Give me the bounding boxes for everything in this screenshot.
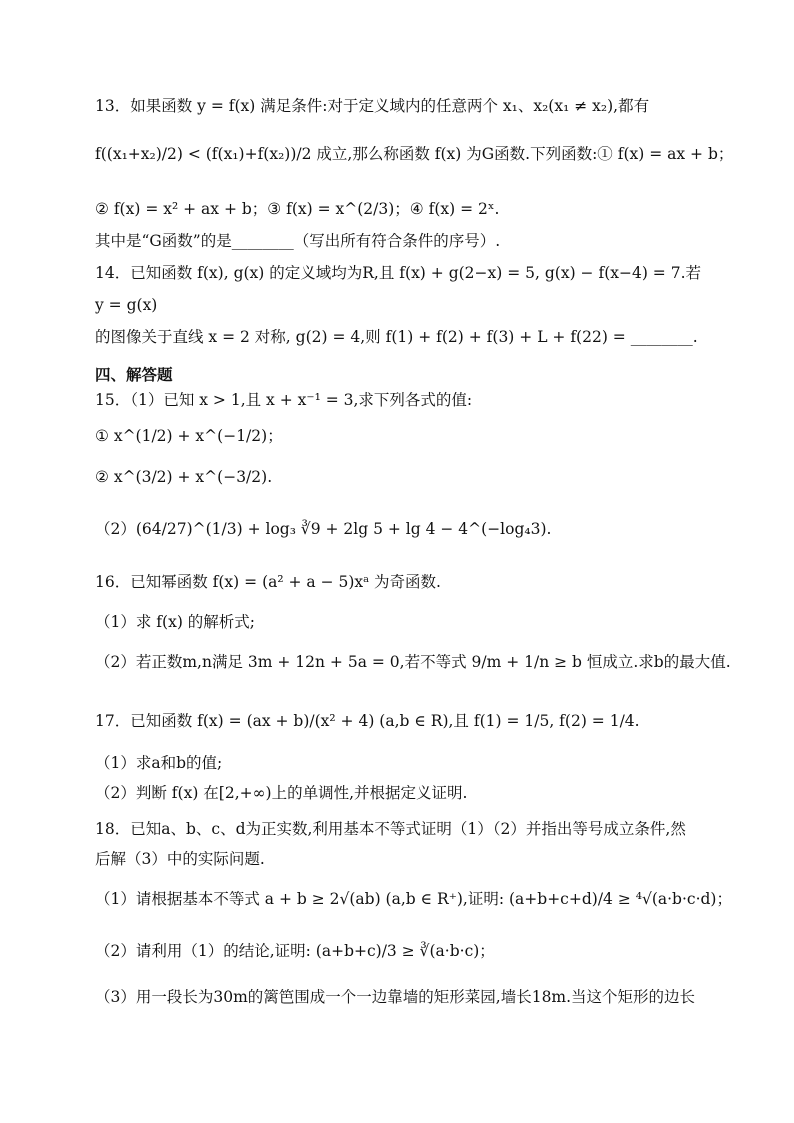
- q15-line-4: （2）(64/27)^(1/3) + log₃ ∛9 + 2lg 5 + lg 4 − 4^(−log₄3).: [95, 520, 552, 538]
- q15-line-3: ② x^(3/2) + x^(−3/2).: [95, 468, 273, 486]
- q18-line-5: （3）用一段长为30m的篱笆围成一个一边靠墙的矩形菜园,墙长18m.当这个矩形的边长: [95, 988, 696, 1006]
- q18-line-1: 18．已知a、b、c、d为正实数,利用基本不等式证明（1）（2）并指出等号成立条件,然: [95, 820, 686, 838]
- q13-line-4: 其中是“G函数”的是________（写出所有符合条件的序号）.: [95, 232, 501, 250]
- q15-line-1: 15．（1）已知 x > 1,且 x + x⁻¹ = 3,求下列各式的值:: [95, 391, 473, 409]
- q14-line-2: y = g(x): [95, 296, 158, 314]
- q13-line-2: f((x₁+x₂)/2) < (f(x₁)+f(x₂))/2 成立,那么称函数 f(x) 为G函数.下列函数:① f(x) = ax + b；: [95, 145, 734, 163]
- q16-line-3: （2）若正数m,n满足 3m + 12n + 5a = 0,若不等式 9/m + 1/n ≥ b 恒成立.求b的最大值.: [95, 653, 731, 671]
- q14-line-3: 的图像关于直线 x = 2 对称, g(2) = 4,则 f(1) + f(2) + f(3) + L + f(22) = ________.: [95, 328, 698, 346]
- q18-line-2: 后解（3）中的实际问题.: [95, 850, 265, 868]
- q13-line-3: ② f(x) = x² + ax + b；③ f(x) = x^(2/3)；④ f(x) = 2ˣ.: [95, 200, 500, 218]
- q14-line-1: 14．已知函数 f(x), g(x) 的定义域均为R,且 f(x) + g(2−x) = 5, g(x) − f(x−4) = 7.若: [95, 264, 702, 282]
- q16-line-2: （1）求 f(x) 的解析式;: [95, 613, 256, 631]
- q17-line-1: 17．已知函数 f(x) = (ax + b)/(x² + 4) (a,b ∈ R),且 f(1) = 1/5, f(2) = 1/4.: [95, 712, 640, 730]
- q17-line-3: （2）判断 f(x) 在[2,+∞)上的单调性,并根据定义证明.: [95, 784, 468, 802]
- q15-line-2: ① x^(1/2) + x^(−1/2)；: [95, 427, 283, 445]
- q18-line-3: （1）请根据基本不等式 a + b ≥ 2√(ab) (a,b ∈ R⁺),证明: (a+b+c+d)/4 ≥ ⁴√(a·b·c·d)；: [95, 890, 732, 908]
- q17-line-2: （1）求a和b的值;: [95, 754, 223, 772]
- q18-line-4: （2）请利用（1）的结论,证明: (a+b+c)/3 ≥ ∛(a·b·c)；: [95, 942, 495, 960]
- section-heading: 四、解答题: [95, 366, 173, 384]
- q16-line-1: 16．已知幂函数 f(x) = (a² + a − 5)xᵃ 为奇函数.: [95, 573, 441, 591]
- q13-line-1: 13．如果函数 y = f(x) 满足条件:对于定义域内的任意两个 x₁、x₂(x₁ ≠ x₂),都有: [95, 97, 650, 115]
